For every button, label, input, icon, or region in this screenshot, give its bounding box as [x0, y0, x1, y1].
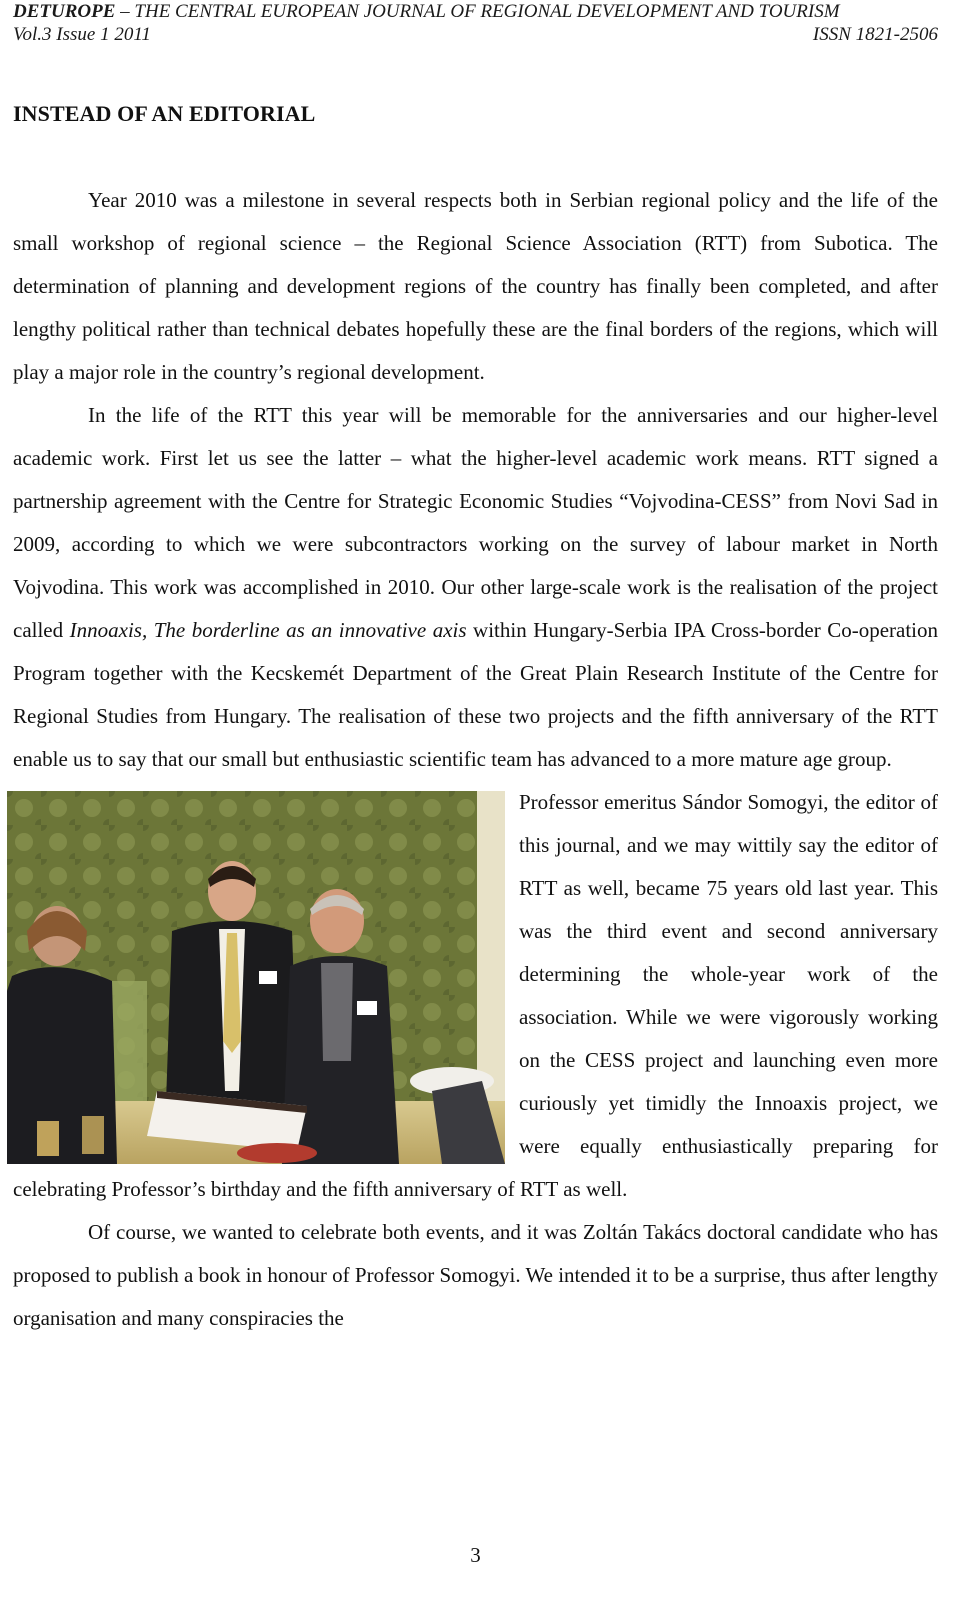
- paragraph-3-text: Professor emeritus Sándor Somogyi, the editor of this journal, and we may wittily say the editor of RTT as well, became 75 years old last year. This was the third event and second anniversary determining the whole-year work of the association. While we were vigorously working on the CESS project and launching even more curiously yet timidly the Innoaxis project, we were equally enthusiastically preparing for celebrating Professor’s birthday and the fifth anniversary of RTT as well.: [13, 790, 938, 1201]
- paragraph-4: Of course, we wanted to celebrate both events, and it was Zoltán Takács doctoral candidate who has proposed to publish a book in honour of Professor Somogyi. We intended it to be a surprise, thus after lengthy organisation and many conspiracies the: [13, 1220, 938, 1330]
- article-title: INSTEAD OF AN EDITORIAL: [13, 101, 316, 126]
- issue-line: [13, 24, 938, 46]
- journal-title-line: [13, 1, 938, 23]
- volume-issue: Vol.3 Issue 1 2011: [13, 24, 151, 45]
- project-title: Innoaxis, The borderline as an innovative axis: [69, 618, 467, 642]
- journal-subtitle: – THE CENTRAL EUROPEAN JOURNAL OF REGIONAL DEVELOPMENT AND TOURISM: [115, 1, 840, 22]
- paragraph-1: Year 2010 was a milestone in several respects both in Serbian regional policy and the life of the small workshop of regional science – the Regional Science Association (RTT) from Subotica. The determination of planning and development regions of the country has finally been completed, and after lengthy political rather than technical debates hopefully these are the final borders of the regions, which will play a major role in the country’s regional development.: [13, 188, 938, 384]
- paragraph-2: [13, 394, 938, 781]
- running-header: [13, 1, 938, 46]
- page-number: 3: [470, 1543, 481, 1567]
- paragraph-2-text-b: within Hungary-Serbia IPA Cross-border Co-operation Program together with the Kecskemét Department of the Great Plain Research Institute of the Centre for Regional Studies from Hungary. The realisation of these two projects and the fifth anniversary of the RTT enable us to say that our small but enthusiastic scientific team has advanced to a more mature age group.: [13, 618, 938, 771]
- journal-name: DETUROPE: [13, 1, 116, 22]
- article-body: [13, 179, 938, 1340]
- issn: ISSN 1821-2506: [812, 24, 938, 45]
- celebration-photo-image: [7, 791, 505, 1164]
- journal-page: [13, 0, 938, 1567]
- celebration-photo: [7, 791, 505, 1164]
- paragraph-2-text-a: In the life of the RTT this year will be memorable for the anniversaries and our higher-level academic work. First let us see the latter – what the higher-level academic work means. RTT signed a partnership agreement with the Centre for Strategic Economic Studies “Vojvodina-CESS” from Novi Sad in 2009, according to which we were subcontractors working on the survey of labour market in North Vojvodina. This work was accomplished in 2010. Our other large-scale work is the realisation of the project called: [13, 403, 938, 642]
